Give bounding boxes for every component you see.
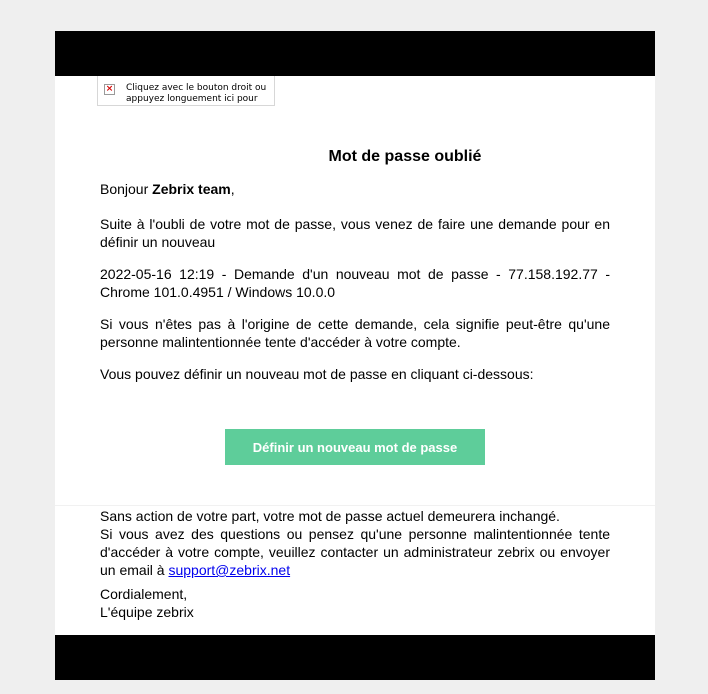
email-body — [55, 31, 655, 680]
footer-bar — [55, 635, 655, 680]
signoff-line1: Cordialement, — [100, 586, 188, 602]
greeting — [100, 180, 610, 198]
signoff — [100, 585, 610, 621]
support-email-link[interactable]: support@zebrix.net — [168, 562, 291, 578]
header-bar — [55, 31, 655, 76]
request-info-paragraph: 2022-05-16 12:19 - Demande d'un nouveau mot de passe - 77.158.192.77 - Chrome 101.0.4951 / Windows 10.0.0 — [100, 266, 610, 300]
cta-paragraph: Vous pouvez définir un nouveau mot de passe en cliquant ci-dessous: — [100, 366, 534, 382]
broken-image-alt-text: Cliquez avec le bouton droit ou appuyez longuement ici pour — [126, 83, 267, 104]
greeting-suffix: , — [230, 181, 235, 197]
warning-paragraph: Si vous n'êtes pas à l'origine de cette demande, cela signifie peut-être qu'une personne malintentionnée tente d'accéder à votre compte. — [100, 316, 610, 350]
signoff-line2: L'équipe zebrix — [100, 604, 194, 620]
footer-paragraph — [100, 507, 610, 579]
broken-header-image[interactable] — [97, 76, 275, 106]
footer-line2: Si vous avez des questions ou pensez qu'une personne malintentionnée tente d'accéder à votre compte, veuillez contacter un administrateur zebrix ou envoyer un email à — [100, 526, 610, 578]
greeting-prefix: Bonjour — [100, 181, 153, 197]
email-title: Mot de passe oublié — [328, 148, 482, 165]
broken-image-icon: × — [105, 84, 114, 94]
footer-line1: Sans action de votre part, votre mot de passe actuel demeurera inchangé. — [100, 508, 560, 524]
greeting-name: Zebrix team — [152, 181, 231, 197]
reset-password-button[interactable]: Définir un nouveau mot de passe — [225, 429, 485, 465]
divider — [55, 505, 655, 506]
intro-paragraph: Suite à l'oubli de votre mot de passe, vous venez de faire une demande pour en définir un nouveau — [100, 216, 610, 250]
